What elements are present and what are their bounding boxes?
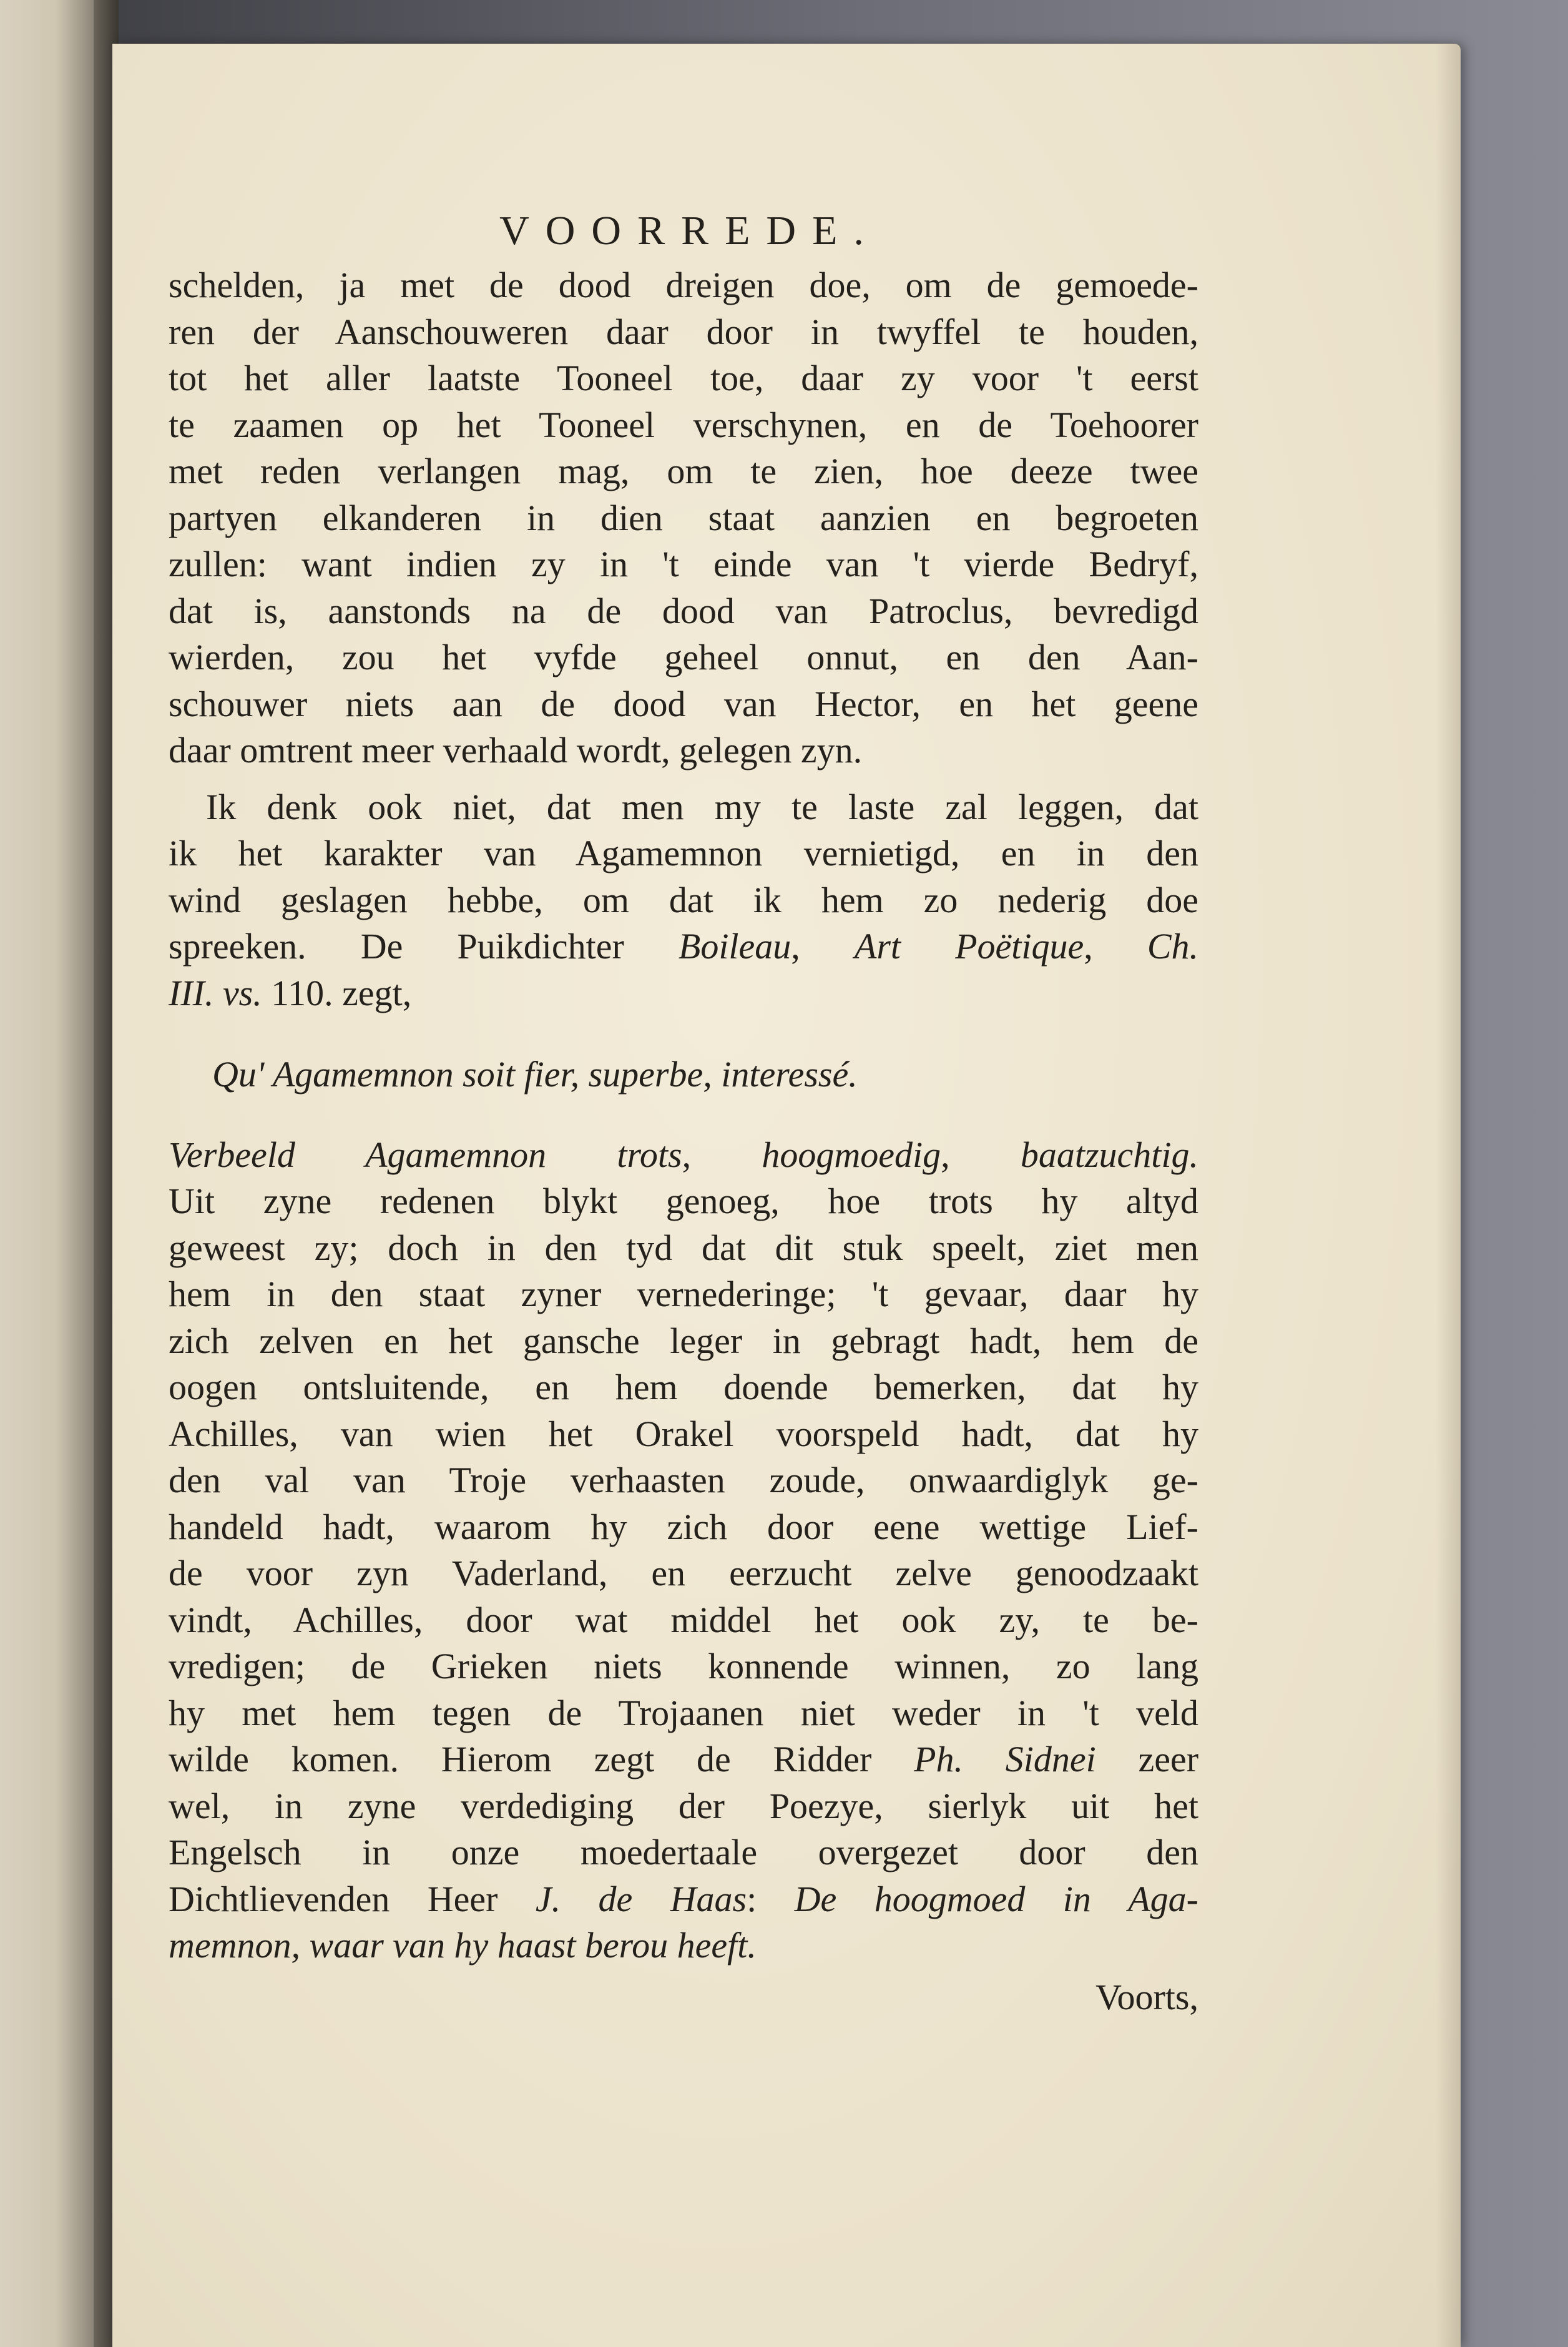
text-line: vindt, Achilles, door wat middel het ook zy, te be-	[169, 1599, 1198, 1640]
page-edge-shadow	[1436, 44, 1461, 2347]
text-line: dat is, aanstonds na de dood van Patroclus, bevredigd	[169, 590, 1198, 631]
text-line: tot het aller laatste Tooneel toe, daar zy voor 't eerst	[169, 358, 1198, 398]
text-line: wel, in zyne verdediging der Poezye, sierlyk uit het	[169, 1785, 1198, 1826]
text-line: memnon, waar van hy haast berou heeft.	[169, 1925, 757, 1966]
work-title: Art Poëtique	[854, 926, 1084, 967]
paragraph-3	[169, 1132, 1198, 1969]
text-line: ik het karakter van Agamemnon vernietigd, en in den	[169, 833, 1198, 873]
catchword: Voorts,	[1095, 1976, 1198, 2017]
page-text	[169, 206, 1198, 2020]
text-line: wierden, zou het vyfde geheel onnut, en den Aan-	[169, 637, 1198, 677]
text-line: Uit zyne redenen blykt genoeg, hoe trots hy altyd	[169, 1181, 1198, 1221]
paragraph-2	[169, 784, 1198, 1017]
text-line: den val van Troje verhaasten zoude, onwaardiglyk ge-	[169, 1460, 1198, 1500]
text-line: partyen elkanderen in dien staat aanzien en begroeten	[169, 497, 1198, 538]
author-name: Boileau	[678, 926, 791, 967]
person-name: J. de Haas	[535, 1878, 747, 1919]
text-line: met reden verlangen mag, om te zien, hoe deeze twee	[169, 451, 1198, 491]
text-line: spreeken. De Puikdichter Boileau, Art Poëtique, Ch.	[169, 926, 1199, 967]
text-line: zich zelven en het gansche leger in gebragt hadt, hem de	[169, 1320, 1198, 1361]
text-line: III. vs. 110. zegt,	[169, 972, 412, 1013]
text-line: Engelsch in onze moedertaale overgezet door den	[169, 1832, 1198, 1872]
text-line: daar omtrent meer verhaald wordt, gelegen zyn.	[169, 730, 863, 770]
text-line: schelden, ja met de dood dreigen doe, om de gemoede-	[169, 265, 1198, 305]
text-line: zullen: want indien zy in 't einde van 't vierde Bedryf,	[169, 544, 1198, 584]
text-line: Dichtlievenden Heer J. de Haas: De hoogmoed in Aga-	[169, 1878, 1198, 1919]
page-heading: VOORREDE.	[499, 208, 880, 253]
text-line: schouwer niets aan de dood van Hector, en het geene	[169, 683, 1198, 724]
text-line: Achilles, van wien het Orakel voorspeld hadt, dat hy	[169, 1413, 1198, 1454]
person-name: Ph. Sidnei	[914, 1739, 1096, 1779]
text-line: Verbeeld Agamemnon trots, hoogmoedig, baatzuchtig.	[169, 1134, 1199, 1175]
text-line: de voor zyn Vaderland, en eerzucht zelve genoodzaakt	[169, 1553, 1198, 1593]
text-line: hem in den staat zyner vernederinge; 't gevaar, daar hy	[169, 1274, 1198, 1314]
text-line: vredigen; de Grieken niets konnende winnen, zo lang	[169, 1646, 1198, 1686]
text-line: geweest zy; doch in den tyd dat dit stuk speelt, ziet men	[169, 1227, 1198, 1268]
text-line: oogen ontsluitende, en hem doende bemerken, dat hy	[169, 1367, 1198, 1407]
text-line: te zaamen op het Tooneel verschynen, en de Toehoorer	[169, 404, 1198, 445]
french-quote: Qu' Agamemnon soit fier, superbe, interessé.	[212, 1054, 858, 1095]
text-line: ren der Aanschouweren daar door in twyffel te houden,	[169, 311, 1198, 352]
text-line: handeld hadt, waarom hy zich door eene wettige Lief-	[169, 1506, 1198, 1547]
left-page-edge	[0, 0, 94, 2347]
text-line: wilde komen. Hierom zegt de Ridder Ph. Sidnei zeer	[169, 1739, 1199, 1779]
text-line: wind geslagen hebbe, om dat ik hem zo nederig doe	[169, 879, 1198, 920]
paragraph-1	[169, 262, 1198, 774]
text-line: hy met hem tegen de Trojaanen niet weder in 't veld	[169, 1692, 1198, 1733]
text-line: Ik denk ook niet, dat men my te laste zal leggen, dat	[206, 786, 1198, 827]
